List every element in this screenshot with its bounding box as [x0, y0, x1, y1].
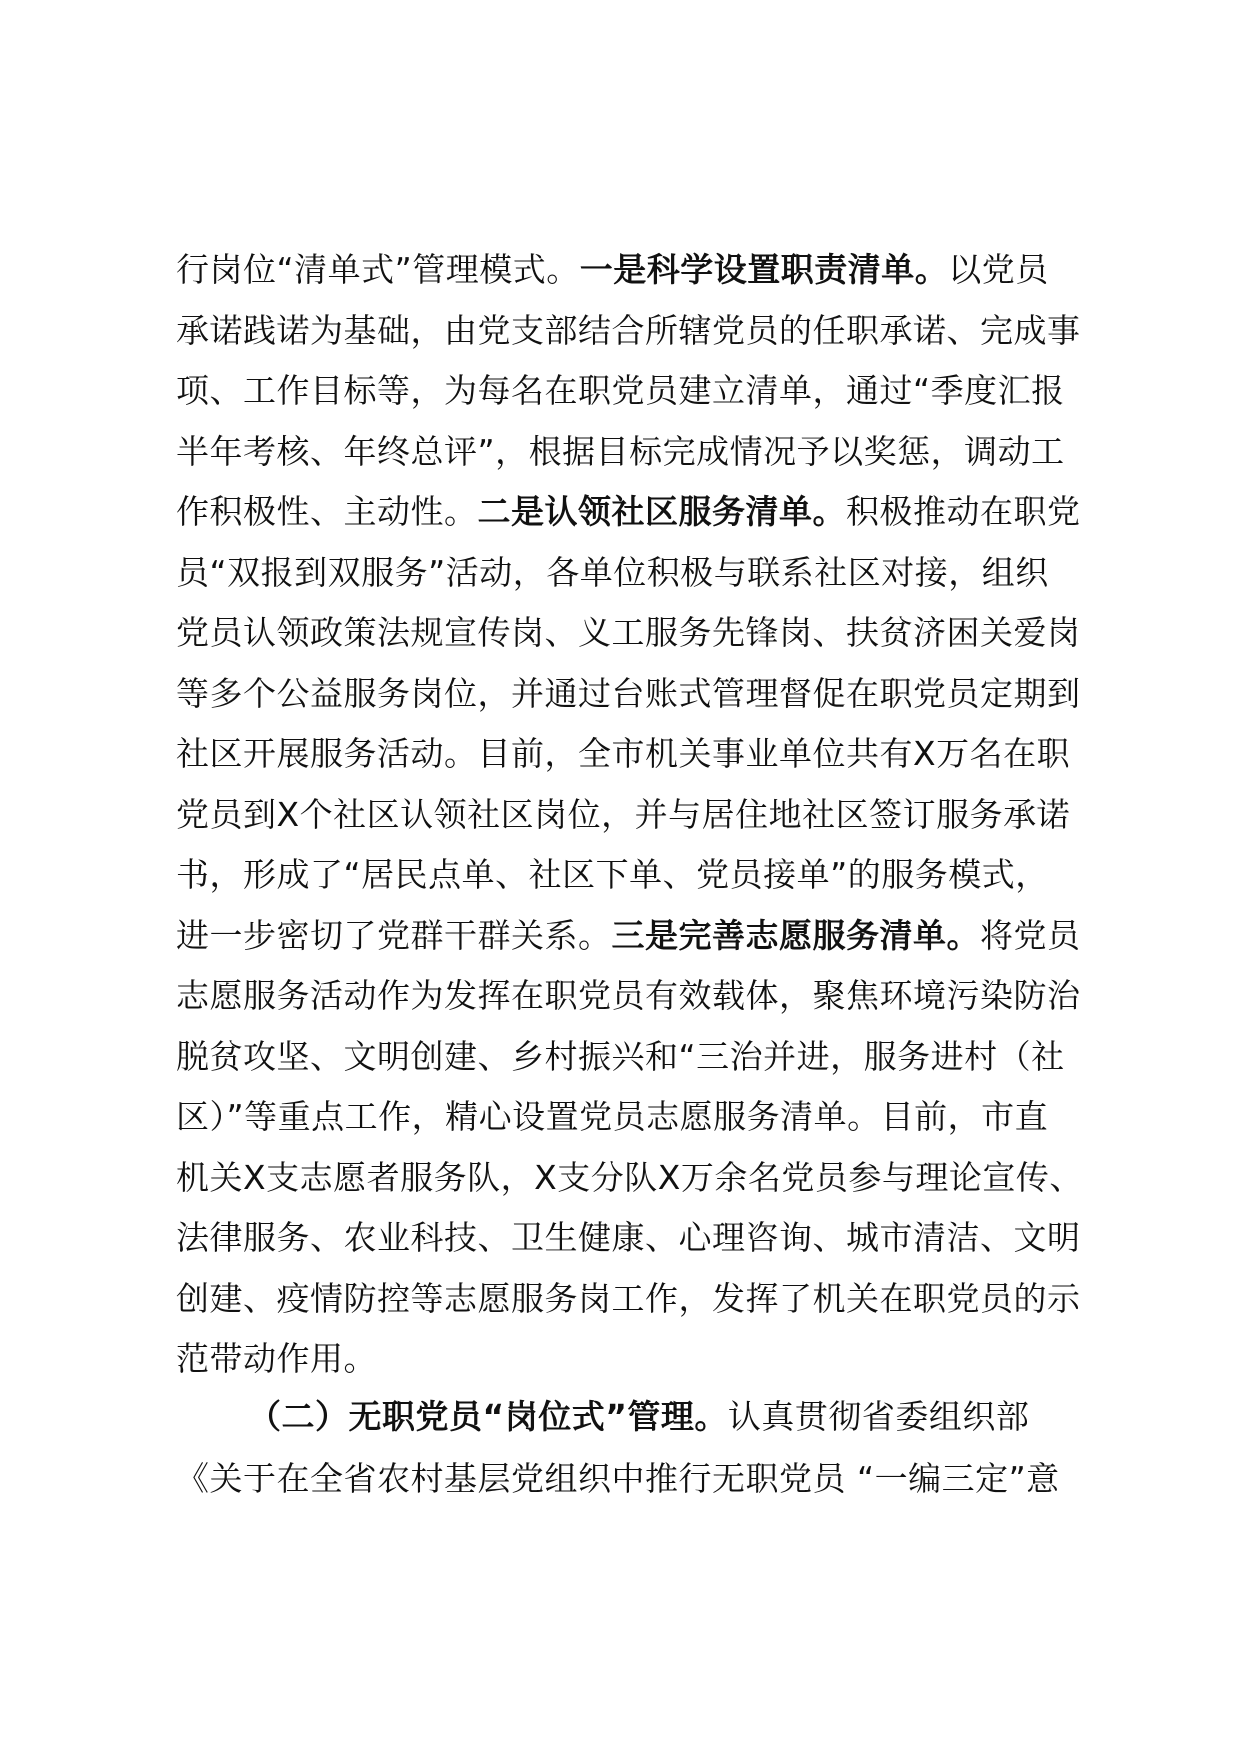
text-run: 行岗位“清单式”管理模式。	[176, 250, 580, 289]
text-run: 以党员	[948, 250, 1049, 289]
text-line	[176, 1386, 1136, 1448]
text-line: 半年考核、年终总评”，根据目标完成情况予以奖惩，调动工	[176, 431, 1065, 471]
text-line: 法律服务、农业科技、卫生健康、心理咨询、城市清洁、文明	[176, 1218, 1081, 1257]
text-line: 书，形成了“居民点单、社区下单、党员接单”的服务模式，	[176, 855, 1049, 894]
text-line: 创建、疫情防控等志愿服务岗工作，发挥了机关在职党员的示	[176, 1278, 1081, 1318]
text-line: 承诺践诺为基础，由党支部结合所辖党员的任职承诺、完成事	[176, 310, 1081, 350]
text-run: 将党员	[980, 915, 1081, 955]
text-line	[176, 482, 1136, 543]
paragraph-clearance-list-management	[176, 240, 1136, 1390]
text-line: 脱贫攻坚、文明创建、乡村振兴和“三治并进，服务进村（社	[176, 1036, 1065, 1076]
text-line: 项、工作目标等，为每名在职党员建立清单，通过“季度汇报	[176, 371, 1065, 410]
text-run: 积极推动在职党	[846, 492, 1081, 531]
bold-subheading: 二是认领社区服务清单。	[477, 492, 846, 531]
text-run: 认真贯彻省委组织部	[727, 1397, 1030, 1436]
text-run: 进一步密切了党群干群关系。	[176, 915, 612, 955]
section-heading: （二）无职党员“岗位式”管理。	[248, 1397, 728, 1436]
text-line	[176, 240, 1136, 301]
text-line: 社区开展服务活动。目前，全市机关事业单位共有X万名在职	[176, 734, 1071, 773]
text-line: 机关X支志愿者服务队，X支分队X万余名党员参与理论宣传、	[176, 1157, 1083, 1197]
text-line: 等多个公益服务岗位，并通过台账式管理督促在职党员定期到	[176, 673, 1081, 713]
text-run: 作积极性、主动性。	[176, 492, 478, 531]
text-line: 员“双报到双服务”活动，各单位积极与联系社区对接，组织	[176, 552, 1049, 592]
text-line: 区）”等重点工作，精心设置党员志愿服务清单。目前，市直	[176, 1097, 1049, 1136]
text-line	[176, 906, 1136, 967]
text-line: 志愿服务活动作为发挥在职党员有效载体，聚焦环境污染防治	[176, 976, 1081, 1015]
paragraph-post-style-management	[176, 1386, 1136, 1510]
text-line: 党员到X个社区认领社区岗位，并与居住地社区签订服务承诺	[176, 794, 1071, 834]
text-line: 党员认领政策法规宣传岗、义工服务先锋岗、扶贫济困关爱岗	[176, 613, 1081, 652]
bold-subheading: 三是完善志愿服务清单。	[611, 915, 980, 955]
bold-subheading: 一是科学设置职责清单。	[579, 250, 949, 289]
text-line: 《关于在全省农村基层党组织中推行无职党员 “一编三定”意	[176, 1459, 1060, 1498]
text-line: 范带动作用。	[176, 1339, 377, 1378]
